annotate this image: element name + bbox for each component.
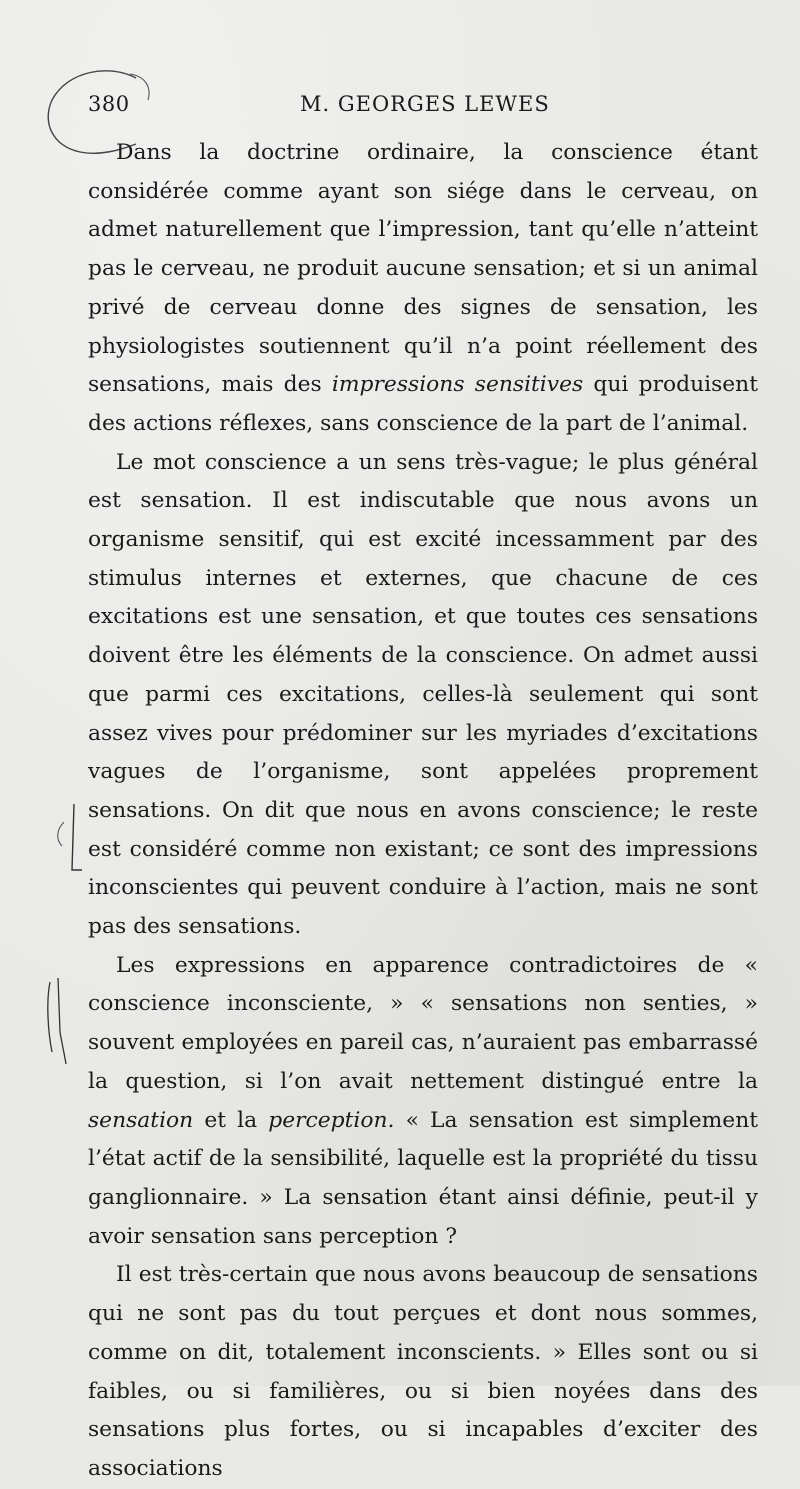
- paragraph-1-text-a: Dans la doctrine ordinaire, la conscience étant considérée comme ayant son siége dans le cerveau, on admet naturellement que l’impression, tant qu’elle n’atteint pas le cerveau, ne produit aucune sensation; et si un animal privé de cerveau donne des signes de sensation, les physiologistes soutiennent qu’il n’a point réellement des sensations, mais des: [88, 140, 758, 398]
- paragraph-1-emphasis: impressions sensitives: [331, 372, 584, 398]
- running-head: M. GEORGES LEWES: [300, 92, 550, 116]
- paragraph-3-text-b: et la: [193, 1107, 269, 1133]
- body-text: [88, 134, 758, 1489]
- paragraph-3-emphasis-sensation: sensation: [88, 1107, 194, 1133]
- paragraph-1: [88, 134, 758, 444]
- paragraph-3-text-c: « La sensation est simplement l’état actif de la sensibilité, laquelle est la propriété du tissu ganglionnaire. » La sensation étant ainsi définie, peut-il y avoir sensation sans perception ?: [88, 1107, 758, 1249]
- pencil-bracket-mark-2: [40, 972, 76, 1072]
- page-header: [88, 92, 756, 128]
- paragraph-4: Il est très-certain que nous avons beaucoup de sensations qui ne sont pas du tout perçues et dont nous sommes, comme on dit, totalement inconscients. » Elles sont ou si faibles, ou si familières, ou si bien noyées dans des sensations plus fortes, ou si incapables d’exciter des associations: [88, 1262, 758, 1481]
- paragraph-3-text-a: Les expressions en apparence contradictoires de « conscience inconsciente, » « sensations non senties, » souvent employées en pareil cas, n’auraient pas embarrassé la question, si l’on avait nettement distingué entre la: [88, 952, 758, 1094]
- paragraph-3-emphasis-perception: perception.: [268, 1107, 395, 1133]
- page-number: 380: [88, 92, 130, 116]
- paragraph-2: Le mot conscience a un sens très-vague; le plus général est sensation. Il est indiscutable que nous avons un organisme sensitif, qui est excité incessamment par des stimulus internes et externes, que chacune de ces excitations est une sensation, et que toutes ces sensations doivent être les éléments de la conscience. On admet aussi que parmi ces excitations, celles-là seulement qui sont assez vives pour prédominer sur les myriades d’excitations vagues de l’organisme, sont appelées proprement sensations. On dit que nous en avons conscience; le reste est considéré comme non existant; ce sont des impressions inconscientes qui peuvent conduire à l’action, mais ne sont pas des sensations.: [88, 449, 758, 940]
- paragraph-1-text-b: qui produisent des actions réflexes, sans conscience de la part de l’animal.: [88, 372, 758, 436]
- pencil-bracket-mark: [48, 800, 84, 876]
- paragraph-3: [88, 947, 758, 1257]
